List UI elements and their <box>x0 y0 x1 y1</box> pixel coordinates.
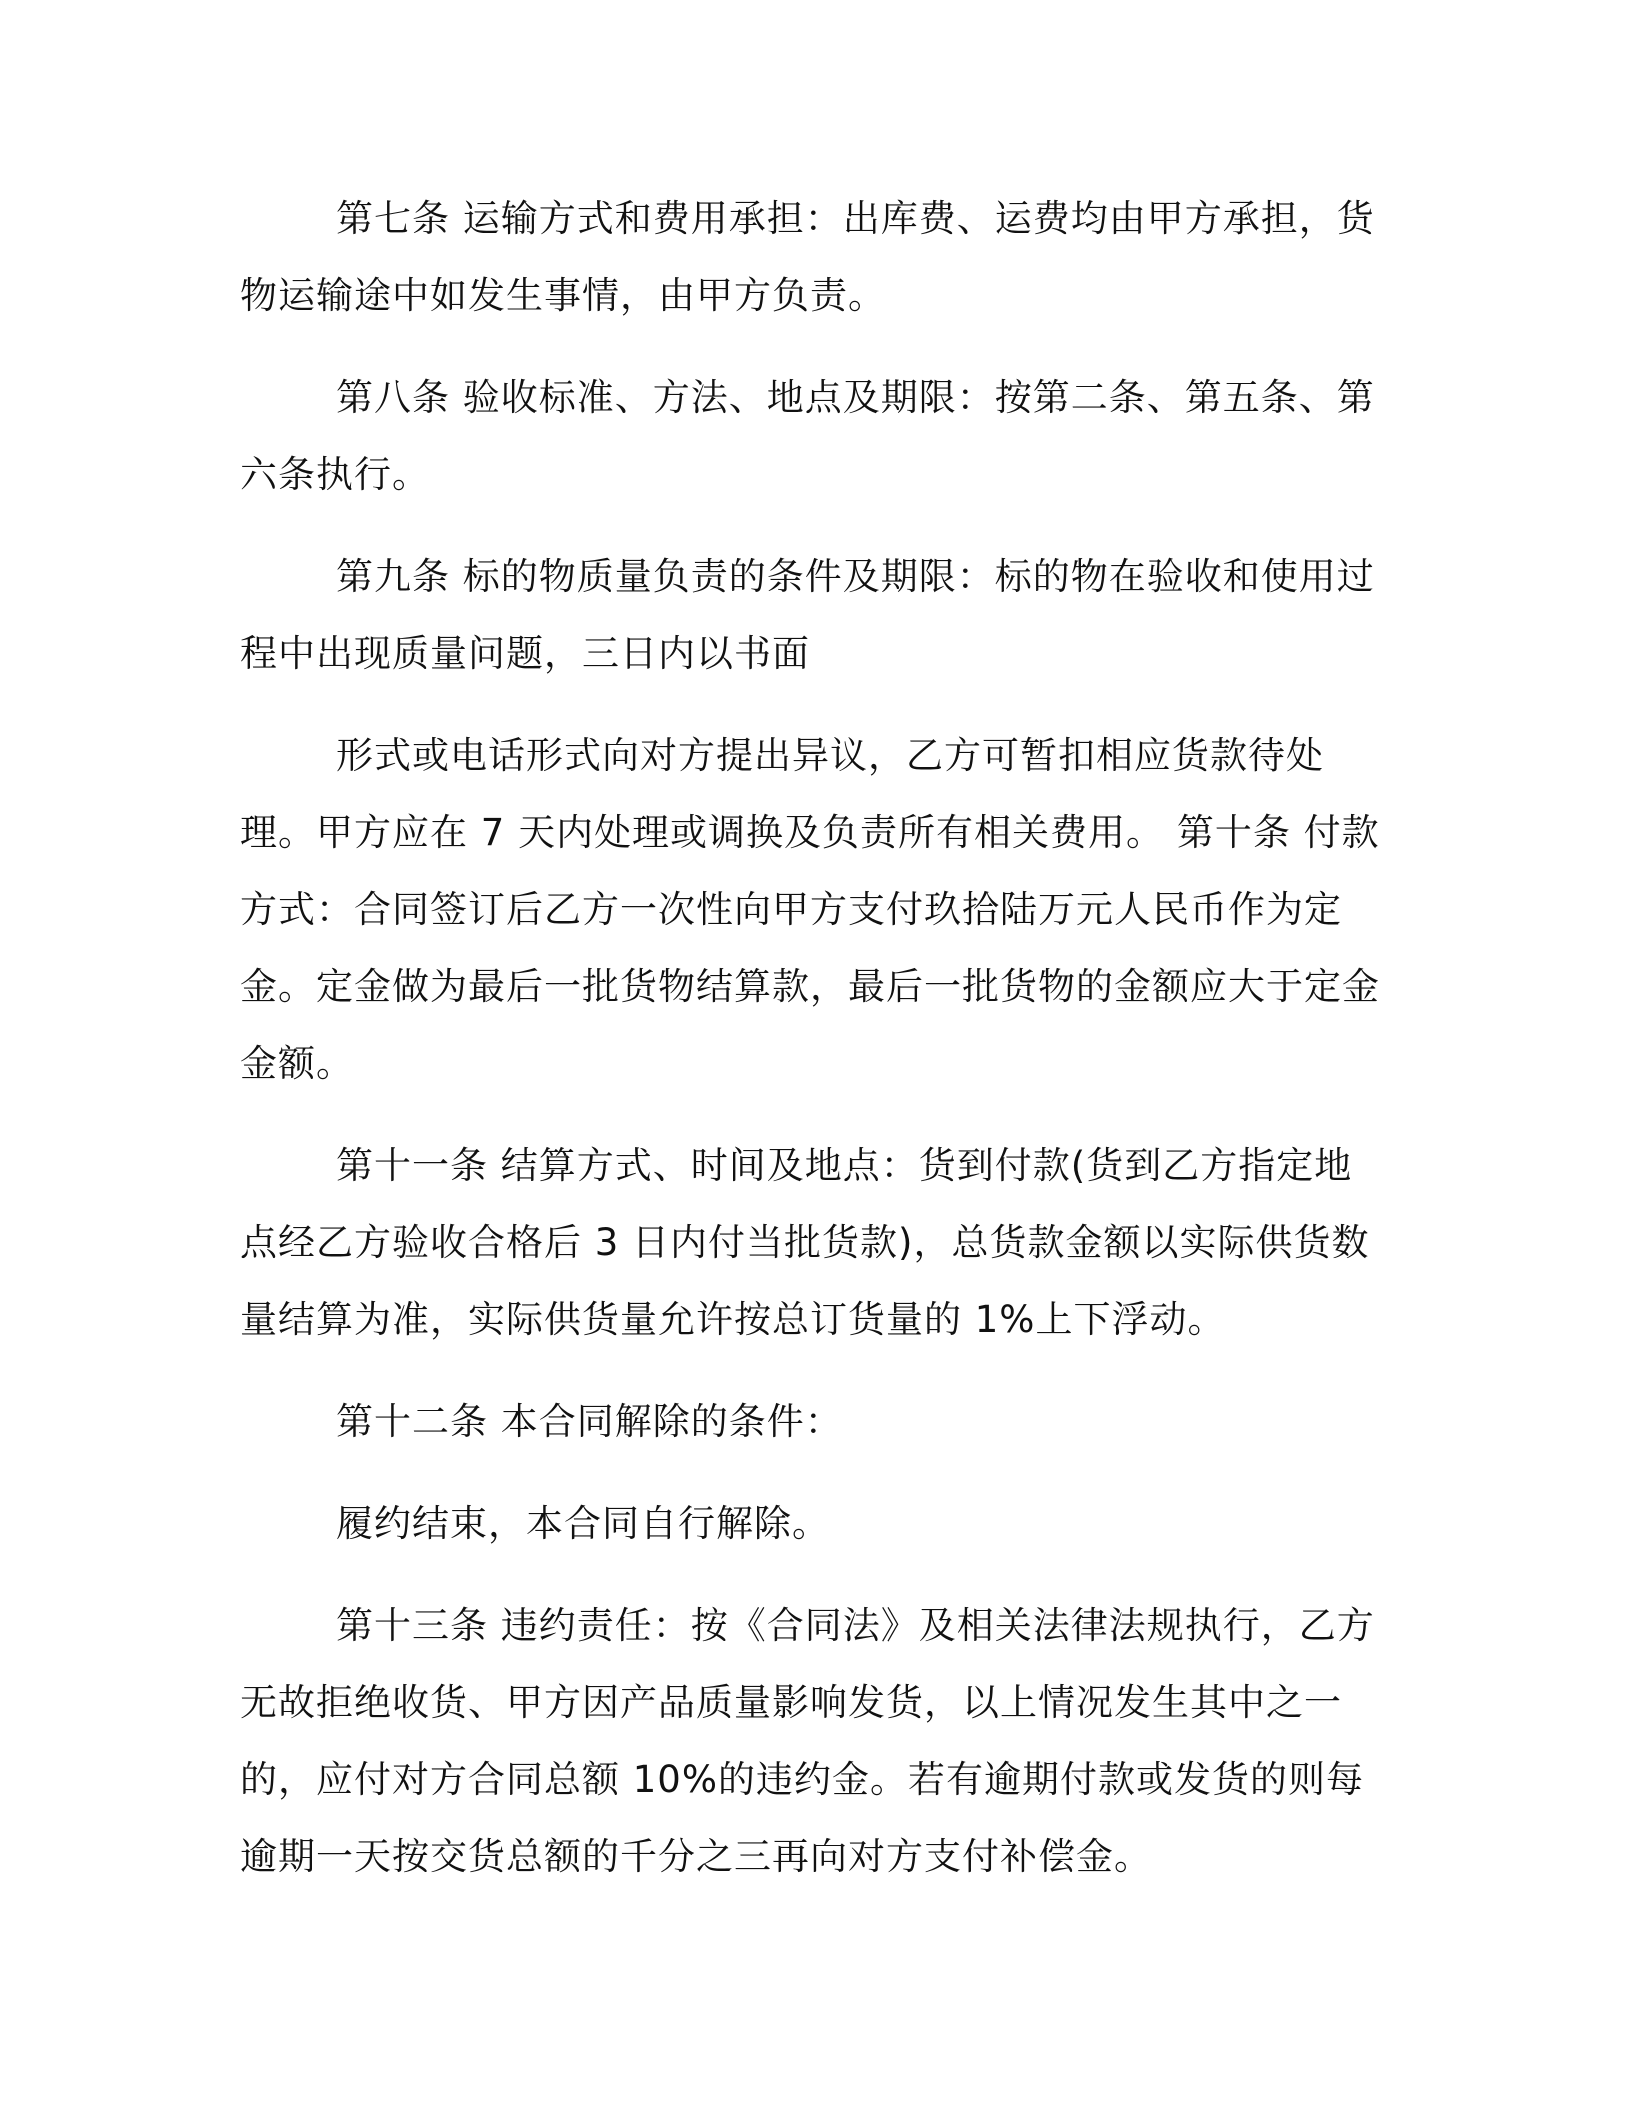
document-body <box>240 180 1390 1895</box>
article-8-paragraph: 第八条 验收标准、方法、地点及期限：按第二条、第五条、第六条执行。 <box>240 376 1375 496</box>
article-12-item: 履约结束，本合同自行解除。 <box>336 1502 830 1545</box>
article-9-paragraph: 第九条 标的物质量负责的条件及期限：标的物在验收和使用过程中出现质量问题，三日内以书面 <box>240 555 1375 675</box>
article-9-continuation-paragraph: 形式或电话形式向对方提出异议，乙方可暂扣相应货款待处理。甲方应在 7 天内处理或调换及负责所有相关费用。 第十条 付款方式：合同签订后乙方一次性向甲方支付玖拾陆万元人民币作为定金。定金做为最后一批货物结算款，最后一批货物的金额应大于定金金额。 <box>240 734 1380 1085</box>
article-12-heading: 第十二条 本合同解除的条件： <box>336 1400 843 1443</box>
article-7-paragraph: 第七条 运输方式和费用承担：出库费、运费均由甲方承担，货物运输途中如发生事情，由甲方负责。 <box>240 197 1375 317</box>
article-13-paragraph: 第十三条 违约责任：按《合同法》及相关法律法规执行，乙方无故拒绝收货、甲方因产品质量影响发货，以上情况发生其中之一的，应付对方合同总额 10%的违约金。若有逾期付款或发货的则每逾期一天按交货总额的千分之三再向对方支付补偿金。 <box>240 1604 1375 1878</box>
article-11-paragraph: 第十一条 结算方式、时间及地点：货到付款(货到乙方指定地点经乙方验收合格后 3 日内付当批货款)，总货款金额以实际供货数量结算为准，实际供货量允许按总订货量的 1%上下浮动。 <box>240 1144 1370 1341</box>
